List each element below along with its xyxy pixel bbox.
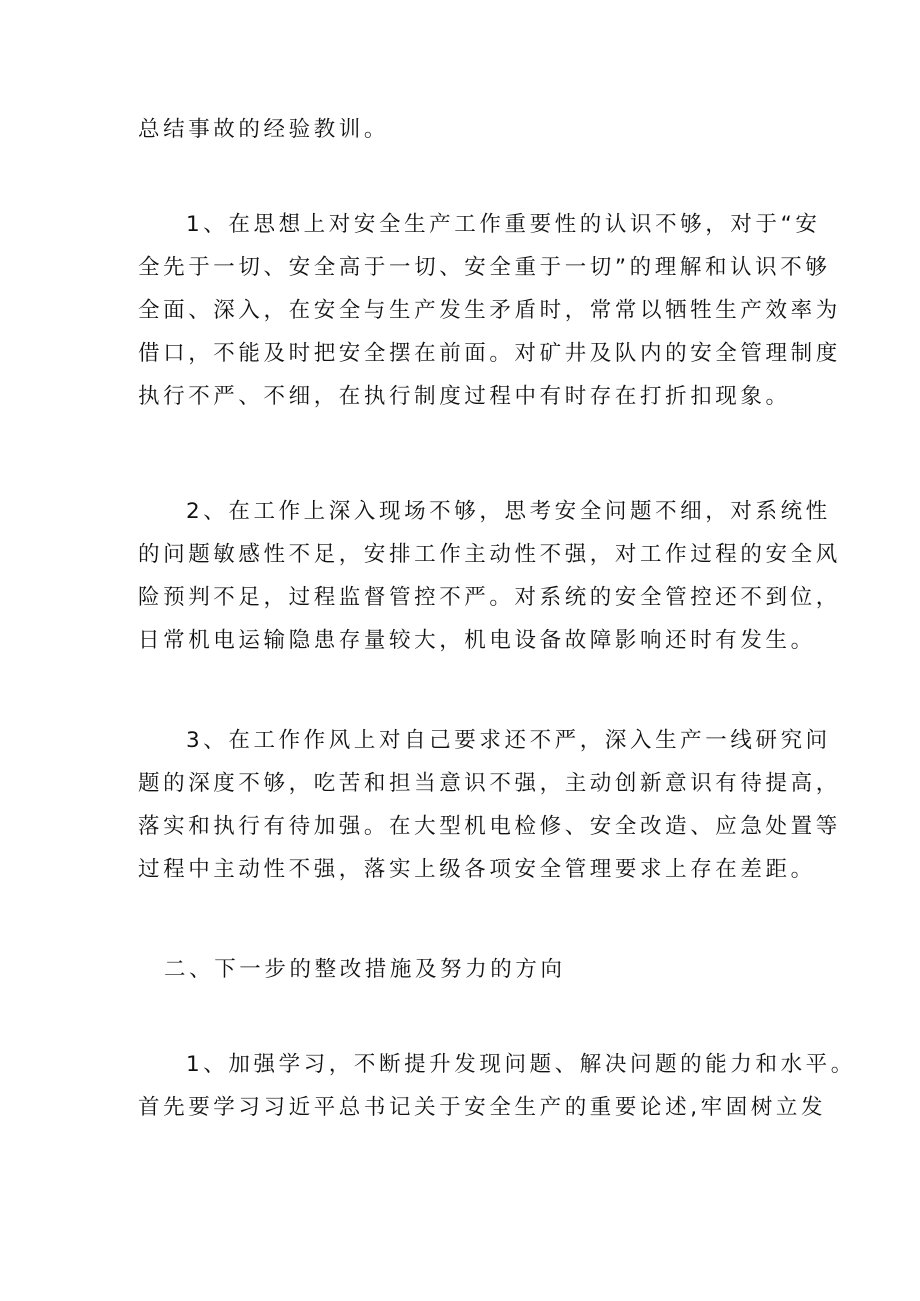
paragraph-line: 落实和执行有待加强。在大型机电检修、安全改造、应急处置等: [138, 814, 841, 839]
paragraph-line: 1、加强学习，不断提升发现问题、解决问题的能力和水平。: [186, 1052, 856, 1077]
section-heading: 二、下一步的整改措施及努力的方向: [164, 957, 566, 982]
paragraph-line: 的问题敏感性不足，安排工作主动性不强，对工作过程的安全风: [138, 542, 841, 567]
paragraph-line: 全面、深入，在安全与生产发生矛盾时，常常以牺牲生产效率为: [138, 298, 841, 323]
paragraph-line: 首先要学习习近平总书记关于安全生产的重要论述,牢固树立发: [138, 1095, 827, 1120]
item-3-paragraph: [138, 719, 841, 891]
paragraph-line: 总结事故的经验教训。: [138, 117, 390, 142]
section-2-heading: [138, 948, 798, 991]
intro-paragraph: [138, 108, 798, 151]
paragraph-line: 借口，不能及时把安全摆在前面。对矿井及队内的安全管理制度: [138, 341, 841, 366]
paragraph-line: 1、在思想上对安全生产工作重要性的认识不够，对于“安: [186, 212, 821, 237]
paragraph-line: 日常机电运输隐患存量较大，机电设备故障影响还时有发生。: [138, 628, 816, 653]
paragraph-line: 3、在工作作风上对自己要求还不严，深入生产一线研究问: [186, 728, 831, 753]
measure-1-paragraph: [138, 1043, 856, 1129]
paragraph-line: 险预判不足，过程监督管控不严。对系统的安全管控还不到位，: [138, 585, 841, 610]
item-1-paragraph: [138, 203, 841, 418]
paragraph-line: 全先于一切、安全高于一切、安全重于一切”的理解和认识不够: [138, 255, 831, 280]
paragraph-line: 2、在工作上深入现场不够，思考安全问题不细，对系统性: [186, 499, 831, 524]
paragraph-line: 题的深度不够，吃苦和担当意识不强，主动创新意识有待提高，: [138, 771, 841, 796]
item-2-paragraph: [138, 490, 841, 662]
paragraph-line: 执行不严、不细，在执行制度过程中有时存在打折扣现象。: [138, 384, 791, 409]
paragraph-line: 过程中主动性不强，落实上级各项安全管理要求上存在差距。: [138, 857, 816, 882]
